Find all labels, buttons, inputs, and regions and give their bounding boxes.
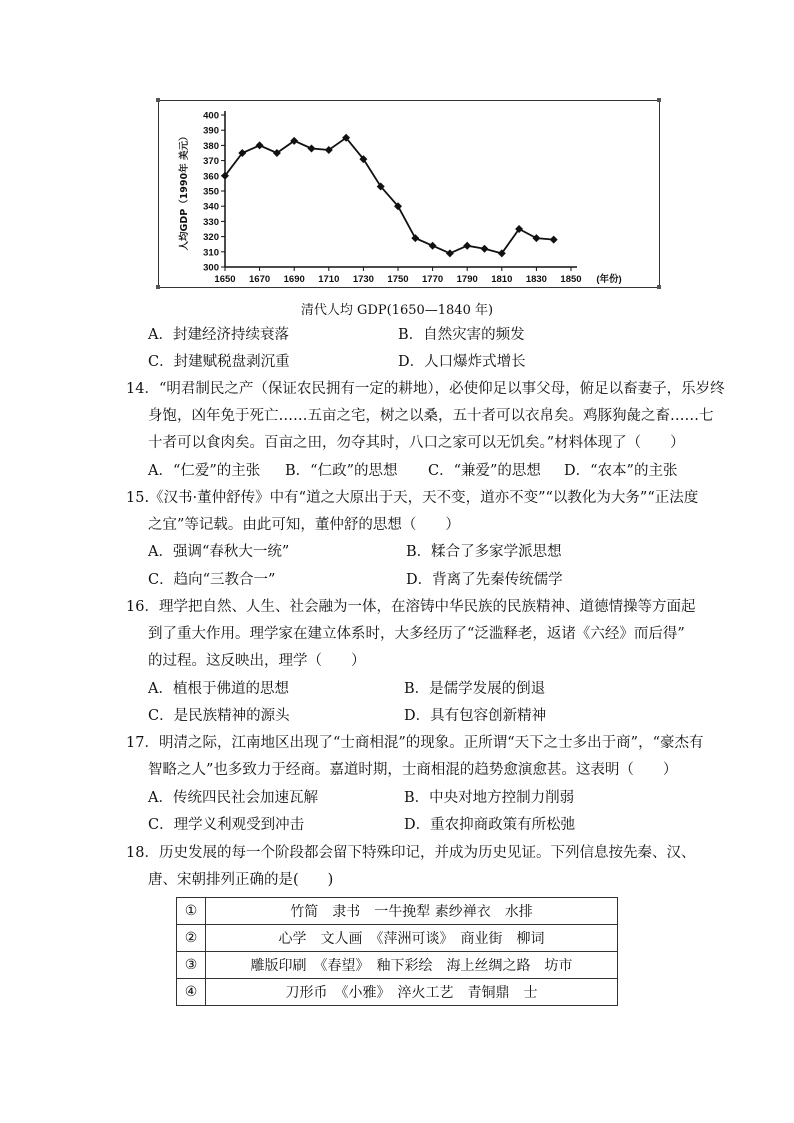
y-axis-label: 人均GDP（1990年 美元） bbox=[179, 131, 190, 251]
x-tick-label: 1730 bbox=[352, 274, 374, 285]
x-tick-label: 1790 bbox=[456, 274, 478, 285]
resize-handle-bottom-left[interactable] bbox=[156, 285, 160, 289]
q14-option-c[interactable]: C．“兼爱”的思想 bbox=[428, 463, 541, 479]
table-row bbox=[177, 952, 618, 979]
row-content: 刀形币 《小雅》 淬火工艺 青铜鼎 士 bbox=[206, 979, 618, 1006]
x-tick-label: 1750 bbox=[387, 274, 409, 285]
y-tick-label: 370 bbox=[203, 156, 219, 168]
q16-stem-line-3: 的过程。这反映出，理学（ ） bbox=[148, 653, 366, 669]
data-point bbox=[256, 141, 264, 149]
row-number: ③ bbox=[177, 952, 206, 979]
data-point bbox=[429, 242, 437, 250]
q15-option-d[interactable]: D．背离了先秦传统儒学 bbox=[406, 572, 563, 588]
y-tick-label: 360 bbox=[203, 171, 219, 183]
y-tick-label: 400 bbox=[203, 110, 219, 122]
row-number: ④ bbox=[177, 979, 206, 1006]
row-number: ② bbox=[177, 925, 206, 952]
row-content: 雕版印刷 《春望》 釉下彩绘 海上丝绸之路 坊市 bbox=[206, 952, 618, 979]
q15-option-c[interactable]: C．趋向“三教合一” bbox=[148, 572, 276, 588]
q17-stem-line-1: 17．明清之际，江南地区出现了“士商相混”的现象。正所谓“天下之士多出于商”，“豪杰有 bbox=[126, 735, 704, 751]
y-tick-label: 390 bbox=[203, 125, 219, 137]
q16-option-b[interactable]: B．是儒学发展的倒退 bbox=[404, 681, 546, 697]
data-point bbox=[481, 245, 489, 253]
x-tick-label: 1670 bbox=[249, 274, 271, 285]
resize-handle-top-right[interactable] bbox=[657, 98, 661, 102]
q15-stem-line-1: 15.《汉书·董仲舒传》中有“道之大原出于天，天不变，道亦不变”“以教化为大务”“正法度 bbox=[126, 490, 699, 506]
y-tick-label: 330 bbox=[203, 216, 219, 228]
q16-stem-line-2: 到了重大作用。理学家在建立体系时，大多经历了“泛滥释老，返诸《六经》而后得” bbox=[148, 626, 685, 642]
x-tick-label: 1830 bbox=[525, 274, 547, 285]
table-row bbox=[177, 979, 618, 1006]
x-tick-label: 1690 bbox=[283, 274, 305, 285]
q16-option-d[interactable]: D．具有包容创新精神 bbox=[404, 708, 547, 724]
q15-stem-line-2: 之宜”等记载。由此可知，董仲舒的思想（ ） bbox=[148, 517, 460, 533]
data-point bbox=[446, 249, 454, 257]
gdp-chart-frame bbox=[158, 100, 660, 288]
row-content: 竹简 隶书 一牛挽犁 素纱禅衣 水排 bbox=[206, 898, 618, 925]
q17-option-d[interactable]: D．重农抑商政策有所松弛 bbox=[404, 817, 576, 833]
table-row bbox=[177, 925, 618, 952]
q14-stem-line-3: 十者可以食肉矣。百亩之田，勿夺其时，八口之家可以无饥矣。”材料体现了（ ） bbox=[148, 435, 685, 451]
resize-handle-top-left[interactable] bbox=[156, 98, 160, 102]
resize-handle-bottom-right[interactable] bbox=[657, 285, 661, 289]
q14-option-a[interactable]: A．“仁爱”的主张 bbox=[148, 463, 261, 479]
data-point bbox=[463, 242, 471, 250]
q18-stem-line-2: 唐、宋朝排列正确的是( ) bbox=[148, 872, 334, 888]
q16-option-c[interactable]: C．是民族精神的源头 bbox=[148, 708, 290, 724]
y-tick-label: 350 bbox=[203, 186, 219, 198]
y-tick-label: 310 bbox=[203, 247, 219, 259]
row-number: ① bbox=[177, 898, 206, 925]
q13-option-c[interactable]: C．封建赋税盘剥沉重 bbox=[148, 354, 290, 370]
q14-stem-line-1: 14．“明君制民之产（保证农民拥有一定的耕地），必使仰足以事父母，俯足以畜妻子，乐岁终 bbox=[126, 381, 725, 397]
data-point bbox=[308, 144, 316, 152]
q16-option-a[interactable]: A．植根于佛道的思想 bbox=[148, 681, 289, 697]
q14-option-d[interactable]: D．“农本”的主张 bbox=[564, 463, 678, 479]
table-row bbox=[177, 898, 618, 925]
q13-option-b[interactable]: B．自然灾害的频发 bbox=[398, 327, 525, 343]
q15-option-a[interactable]: A．强调“春秋大一统” bbox=[148, 544, 290, 560]
q17-option-b[interactable]: B．中央对地方控制力削弱 bbox=[404, 790, 575, 806]
q15-option-b[interactable]: B．糅合了多家学派思想 bbox=[406, 544, 562, 560]
q13-option-d[interactable]: D．人口爆炸式增长 bbox=[398, 354, 526, 370]
q14-option-b[interactable]: B．“仁政”的思想 bbox=[285, 463, 398, 479]
q18-table bbox=[176, 897, 618, 1006]
x-tick-label: 1650 bbox=[214, 274, 236, 285]
x-tick-label: 1810 bbox=[491, 274, 513, 285]
data-point bbox=[550, 236, 558, 244]
row-content: 心学 文人画 《萍洲可谈》 商业街 柳词 bbox=[206, 925, 618, 952]
chart-caption: 清代人均 GDP(1650—1840 年) bbox=[300, 303, 494, 318]
q17-option-a[interactable]: A．传统四民社会加速瓦解 bbox=[148, 790, 318, 806]
q16-stem-line-1: 16．理学把自然、人生、社会融为一体，在溶铸中华民族的民族精神、道德情操等方面起 bbox=[126, 599, 696, 615]
x-tick-label: 1850 bbox=[560, 274, 582, 285]
y-tick-label: 320 bbox=[203, 232, 219, 244]
y-tick-label: 380 bbox=[203, 140, 219, 152]
y-tick-label: 340 bbox=[203, 201, 219, 213]
x-axis-label: (年份) bbox=[596, 274, 622, 285]
series-line bbox=[225, 138, 554, 254]
y-tick-label: 300 bbox=[203, 262, 219, 274]
q17-stem-line-2: 智略之人”也多致力于经商。嘉道时期，士商相混的趋势愈演愈甚。这表明（ ） bbox=[148, 762, 678, 778]
q18-stem-line-1: 18．历史发展的每一个阶段都会留下特殊印记，并成为历史见证。下列信息按先秦、汉、 bbox=[126, 845, 696, 861]
x-tick-label: 1770 bbox=[422, 274, 444, 285]
q13-option-a[interactable]: A．封建经济持续衰落 bbox=[148, 327, 289, 343]
q14-stem-line-2: 身饱，凶年免于死亡……五亩之宅，树之以桑，五十者可以衣帛矣。鸡豚狗彘之畜……七 bbox=[148, 408, 714, 424]
gdp-line-chart bbox=[159, 101, 661, 289]
q17-option-c[interactable]: C．理学义利观受到冲击 bbox=[148, 817, 305, 833]
x-tick-label: 1710 bbox=[318, 274, 340, 285]
data-point bbox=[532, 234, 540, 242]
data-point bbox=[411, 234, 419, 242]
